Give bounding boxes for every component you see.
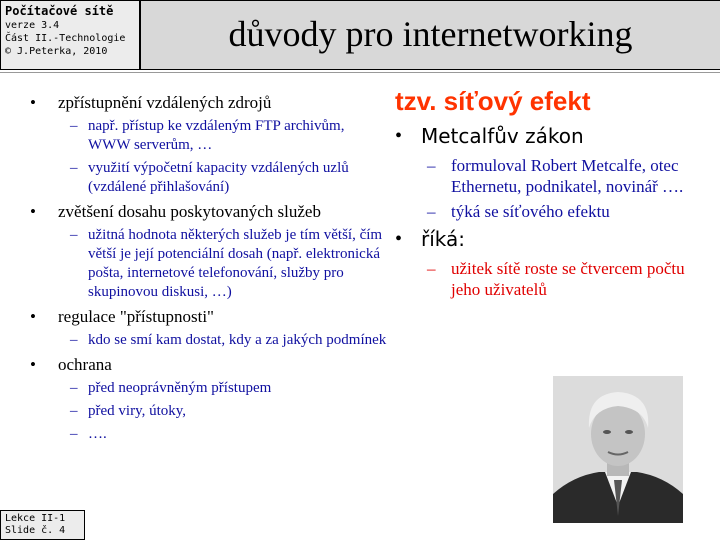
sub-list-item-text: užitek sítě roste se čtvercem počtu jeho uživatelů: [451, 259, 685, 299]
sub-list-item-text: např. přístup ke vzdáleným FTP archivům, WWW serverům, …: [88, 118, 345, 153]
slide-number: Slide č. 4: [5, 525, 66, 536]
sub-list-item: [58, 425, 388, 444]
dash-icon: –: [70, 380, 78, 396]
list-item: [393, 226, 713, 252]
dash-icon: –: [70, 118, 78, 134]
version-label: verze 3.4: [5, 20, 60, 31]
sub-list-item: [58, 402, 388, 421]
left-column: [28, 92, 388, 448]
portrait-illustration: [553, 376, 683, 523]
dash-icon: –: [70, 332, 78, 348]
bullet-icon: •: [30, 307, 36, 326]
dash-icon: –: [70, 160, 78, 176]
course-info-box: [0, 0, 141, 70]
list-item: [28, 354, 388, 444]
portrait-photo: [553, 376, 683, 523]
lesson-label: Lekce II-1: [5, 513, 66, 524]
course-title: Počítačové sítě: [5, 4, 114, 18]
sub-list-item: [58, 331, 388, 350]
dash-icon: –: [70, 426, 78, 442]
sub-list-item: [58, 379, 388, 398]
sub-list-item: [58, 159, 388, 197]
sub-list-item: [58, 226, 388, 302]
list-item-text: Metcalfův zákon: [421, 124, 584, 148]
dash-icon: –: [70, 403, 78, 419]
slide-footer: [0, 510, 85, 540]
sub-list-item-text: ….: [88, 426, 107, 442]
sub-list-item: [393, 201, 713, 222]
right-column: [393, 86, 713, 304]
network-effect-heading: tzv. síťový efekt: [395, 86, 591, 116]
list-item-text: ochrana: [58, 355, 112, 374]
list-item: [28, 92, 388, 197]
bullet-icon: •: [395, 228, 403, 250]
bullet-icon: •: [30, 355, 36, 374]
list-item-text: zpřístupnění vzdálených zdrojů: [58, 93, 272, 112]
sub-list-item: [393, 155, 713, 197]
sub-list-item-text: týká se síťového efektu: [451, 202, 610, 221]
list-item: [393, 123, 713, 149]
sub-list-item: [393, 258, 713, 300]
list-item-text: regulace "přístupnosti": [58, 307, 214, 326]
title-bar: [141, 0, 720, 70]
bullet-icon: •: [30, 93, 36, 112]
dash-icon: –: [427, 156, 436, 175]
slide-title: důvody pro internetworking: [228, 14, 633, 54]
sub-list-item-text: využití výpočetní kapacity vzdálených uzlů (vzdálené přihlašování): [88, 160, 349, 195]
sub-list-item-text: kdo se smí kam dostat, kdy a za jakých podmínek: [88, 332, 387, 348]
sub-list-item-text: formuloval Robert Metcalfe, otec Ethernetu, podnikatel, novinář ….: [451, 156, 684, 196]
sub-list-item-text: před viry, útoky,: [88, 403, 187, 419]
sub-list-item-text: před neoprávněným přístupem: [88, 380, 272, 396]
dash-icon: –: [70, 227, 78, 243]
list-item-text: říká:: [421, 227, 466, 251]
list-item-text: zvětšení dosahu poskytovaných služeb: [58, 202, 321, 221]
dash-icon: –: [427, 259, 436, 278]
copyright-label: © J.Peterka, 2010: [5, 46, 108, 57]
sub-list-item: [58, 117, 388, 155]
bullet-icon: •: [395, 125, 403, 147]
header-divider: [0, 72, 720, 73]
dash-icon: –: [427, 202, 436, 221]
sub-list-item-text: užitná hodnota některých služeb je tím větší, čím větší je její potenciální dosah (např. elektronická pošta, internetové telefonování, služby pro skupinovou diskusi, …): [88, 227, 383, 300]
list-item: [28, 201, 388, 302]
part-label: Část II.-Technologie: [5, 33, 126, 44]
list-item: [28, 306, 388, 350]
bullet-icon: •: [30, 202, 36, 221]
